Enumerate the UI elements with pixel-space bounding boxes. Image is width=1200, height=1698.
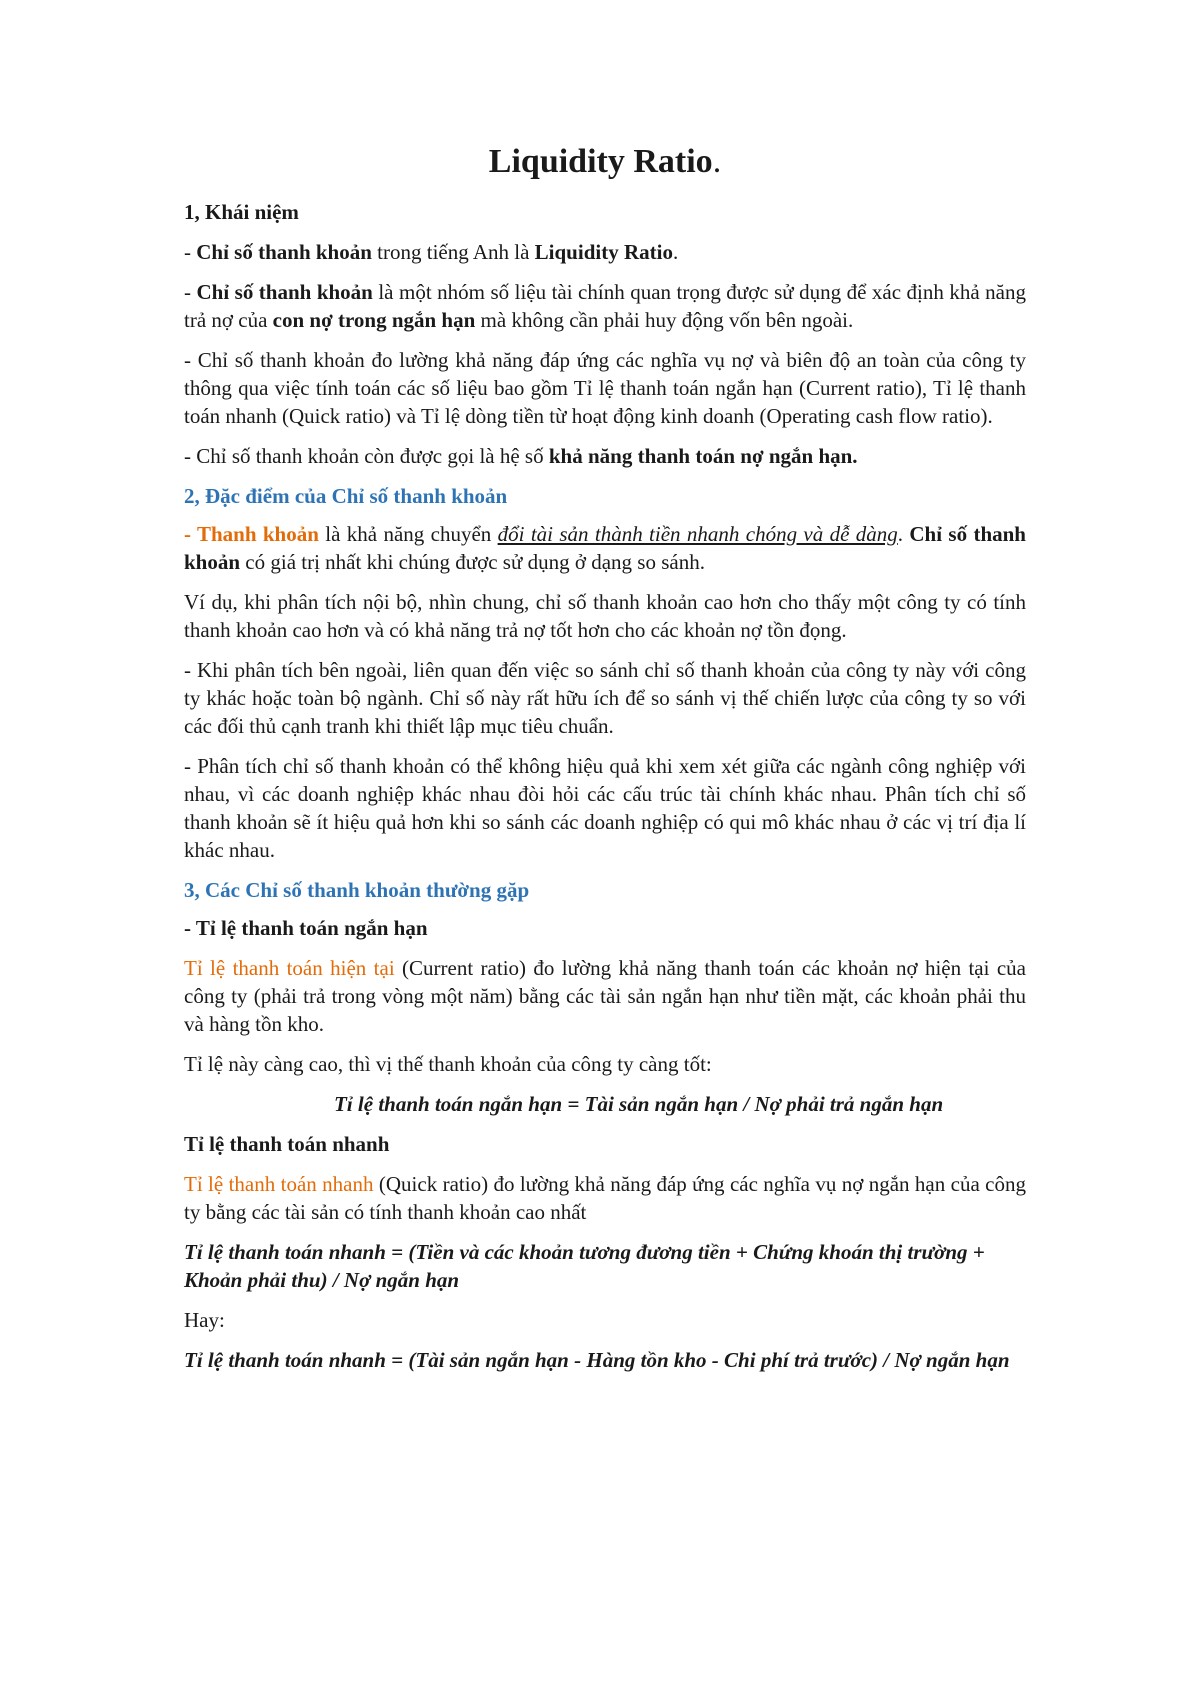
section-2-paragraph-1: - Thanh khoản là khả năng chuyển đổi tài sản thành tiền nhanh chóng và dễ dàng. Chỉ số thanh khoản có giá trị nhất khi chúng được sử dụng ở dạng so sánh. (184, 522, 1026, 574)
section-3-paragraph-2: Tỉ lệ này càng cao, thì vị thế thanh khoản của công ty càng tốt: (184, 1052, 712, 1076)
section-1-paragraph-3: - Chỉ số thanh khoản đo lường khả năng đáp ứng các nghĩa vụ nợ và biên độ an toàn của công ty thông qua việc tính toán các số liệu bao gồm Tỉ lệ thanh toán ngắn hạn (Current ratio), Tỉ lệ thanh toán nhanh (Quick ratio) và Tỉ lệ dòng tiền từ hoạt động kinh doanh (Operating cash flow ratio). (184, 348, 1026, 428)
section-2-paragraph-2: Ví dụ, khi phân tích nội bộ, nhìn chung, chỉ số thanh khoản cao hơn cho thấy một công ty có tính thanh khoản cao hơn và có khả năng trả nợ tốt hơn cho các khoản nợ tồn đọng. (184, 590, 1026, 642)
section-1-paragraph-2: - Chỉ số thanh khoản là một nhóm số liệu tài chính quan trọng được sử dụng để xác định khả năng trả nợ của con nợ trong ngắn hạn mà không cần phải huy động vốn bên ngoài. (184, 280, 1026, 332)
section-2-paragraph-3: - Khi phân tích bên ngoài, liên quan đến việc so sánh chỉ số thanh khoản của công ty này với công ty khác hoặc toàn bộ ngành. Chỉ số này rất hữu ích để so sánh vị thế chiến lược của công ty so với các đối thủ cạnh tranh khi thiết lập mục tiêu chuẩn. (184, 658, 1026, 738)
section-3-paragraph-3: Tỉ lệ thanh toán nhanh (Quick ratio) đo lường khả năng đáp ứng các nghĩa vụ nợ ngắn hạn của công ty bằng các tài sản có tính thanh khoản cao nhất (184, 1172, 1026, 1224)
section-2-heading: 2, Đặc điểm của Chỉ số thanh khoản (184, 484, 508, 508)
section-3-paragraph-1: Tỉ lệ thanh toán hiện tại (Current ratio) đo lường khả năng thanh toán các khoản nợ hiện tại của công ty (phải trả trong vòng một năm) bằng các tài sản ngắn hạn như tiền mặt, các khoản phải thu và hàng tồn kho. (184, 956, 1026, 1036)
section-3-subheading-current-ratio: - Tỉ lệ thanh toán ngắn hạn (184, 916, 428, 940)
section-1-paragraph-1: - Chỉ số thanh khoản trong tiếng Anh là Liquidity Ratio. (184, 240, 679, 264)
section-1-heading: 1, Khái niệm (184, 200, 299, 224)
section-3-subheading-quick-ratio: Tỉ lệ thanh toán nhanh (184, 1132, 390, 1156)
formula-current-ratio: Tỉ lệ thanh toán ngắn hạn = Tài sản ngắn hạn / Nợ phải trả ngắn hạn (334, 1092, 944, 1116)
title-period: . (712, 143, 722, 180)
document-title (184, 140, 1026, 184)
section-2-paragraph-4: - Phân tích chỉ số thanh khoản có thể không hiệu quả khi xem xét giữa các ngành công nghiệp với nhau, vì các doanh nghiệp khác nhau đòi hỏi các cấu trúc tài chính khác nhau. Phân tích chỉ số thanh khoản sẽ ít hiệu quả hơn khi so sánh các doanh nghiệp có qui mô khác nhau ở các vị trí địa lí khác nhau. (184, 754, 1026, 862)
title-text: Liquidity Ratio (488, 143, 713, 180)
formula-quick-ratio-2: Tỉ lệ thanh toán nhanh = (Tài sản ngắn hạn - Hàng tồn kho - Chi phí trả trước) / Nợ ngắn hạn (184, 1348, 1010, 1372)
section-3-hay: Hay: (184, 1308, 225, 1332)
section-3-heading: 3, Các Chỉ số thanh khoản thường gặp (184, 878, 530, 902)
document-page (184, 140, 1026, 1386)
formula-quick-ratio-1: Tỉ lệ thanh toán nhanh = (Tiền và các khoản tương đương tiền + Chứng khoán thị trường + Khoản phải thu) / Nợ ngắn hạn (184, 1240, 985, 1292)
section-1-paragraph-4: - Chỉ số thanh khoản còn được gọi là hệ số khả năng thanh toán nợ ngắn hạn. (184, 444, 858, 468)
